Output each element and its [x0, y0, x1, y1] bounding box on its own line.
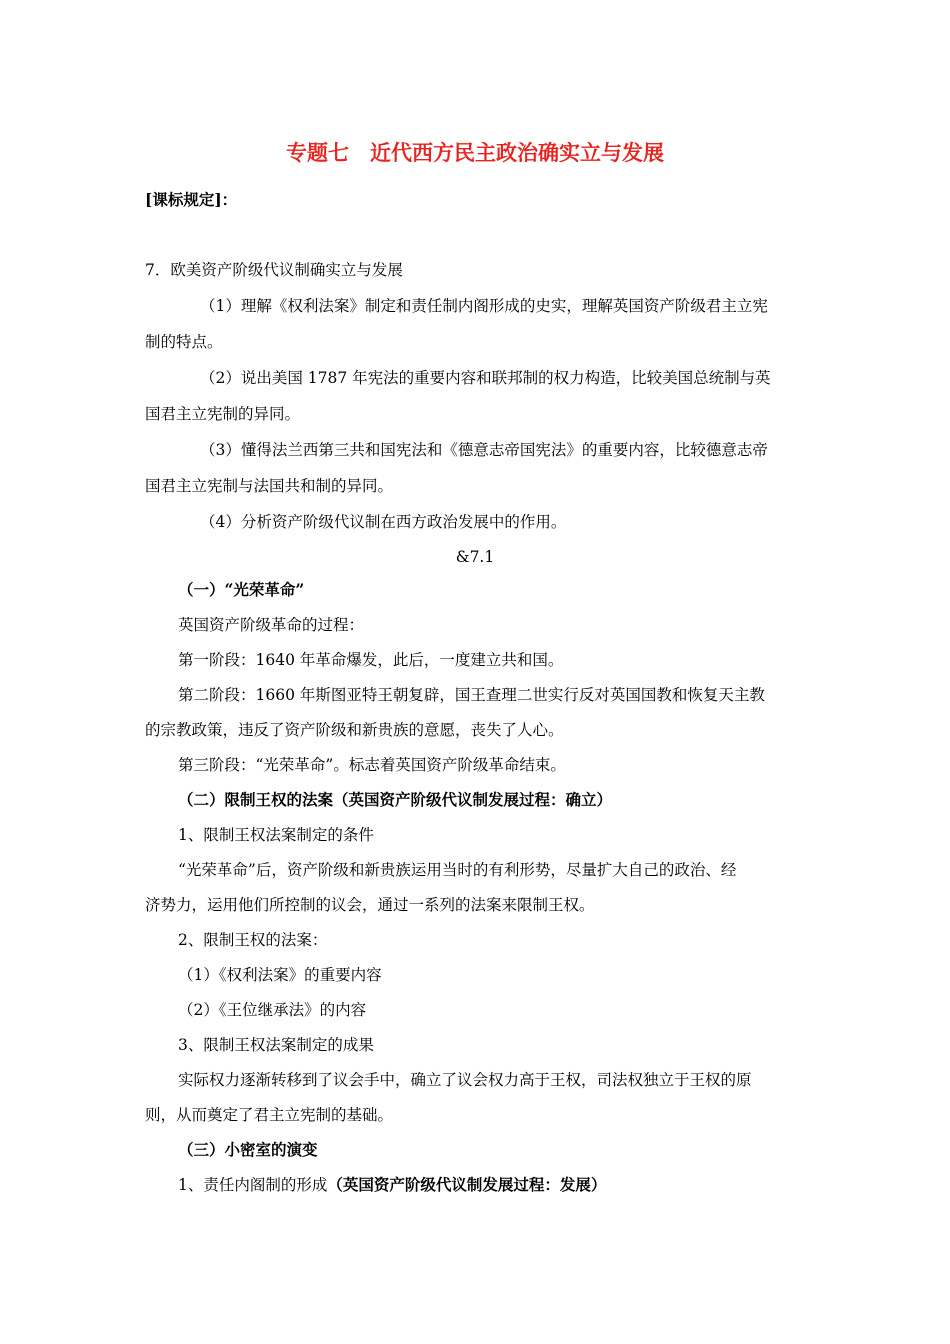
heading-cabinet-evolution: （三）小密室的演变 [178, 1140, 318, 1159]
subsection-2-3-line-2: 则，从而奠定了君主立宪制的基础。 [145, 1106, 394, 1124]
requirement-1-line-1: （1）理解《权利法案》制定和责任制内阁形成的史实，理解英国资产阶级君主立宪 [200, 297, 768, 315]
standard-header: [课标规定]： [145, 190, 238, 209]
subsection-2-1-line-2: 济势力，运用他们所控制的议会，通过一系列的法案来限制王权。 [145, 896, 595, 914]
standard-item: 7．欧美资产阶级代议制确实立与发展 [145, 261, 403, 279]
subsection-3-1-label: 1、责任内阁制的形成 [178, 1176, 328, 1194]
stage-2-line-2: 的宗教政策，违反了资产阶级和新贵族的意愿，丧失了人心。 [145, 721, 564, 739]
requirement-4: （4）分析资产阶级代议制在西方政治发展中的作用。 [200, 513, 567, 531]
subsection-2-2-item-2: （2）《王位继承法》的内容 [178, 1001, 367, 1019]
subsection-2-1-line-1: “光荣革命”后，资产阶级和新贵族运用当时的有利形势，尽量扩大自己的政治、经 [178, 861, 737, 879]
heading-limit-royal-power: （二）限制王权的法案（英国资产阶级代议制发展过程：确立） [178, 790, 613, 809]
stage-3-text: 第三阶段：“光荣革命”。标志着英国资产阶级革命结束。 [178, 756, 566, 774]
heading-glorious-revolution: （一）“光荣革命” [178, 580, 305, 599]
stage-1-text: 第一阶段：1640 年革命爆发，此后，一度建立共和国。 [178, 651, 564, 669]
subsection-3-1-note: （英国资产阶级代议制发展过程：发展） [327, 1175, 607, 1194]
subsection-2-3: 3、限制王权法案制定的成果 [178, 1036, 374, 1054]
document-title: 专题七 近代西方民主政治确实立与发展 [286, 141, 664, 165]
requirement-3-line-2: 国君主立宪制与法国共和制的异同。 [145, 477, 394, 495]
requirement-2-line-2: 国君主立宪制的异同。 [145, 405, 301, 423]
revolution-process-label: 英国资产阶级革命的过程： [178, 616, 365, 634]
subsection-2-2-item-1: （1）《权利法案》的重要内容 [178, 966, 382, 984]
subsection-3-1 [178, 1175, 606, 1195]
requirement-3-line-1: （3）懂得法兰西第三共和国宪法和《德意志帝国宪法》的重要内容，比较德意志帝 [200, 441, 768, 459]
section-code: &7.1 [455, 548, 495, 566]
subsection-2-2: 2、限制王权的法案： [178, 931, 328, 949]
subsection-2-1: 1、限制王权法案制定的条件 [178, 826, 374, 844]
stage-2-line-1: 第二阶段：1660 年斯图亚特王朝复辟，国王查理二世实行反对英国国教和恢复天主教 [178, 686, 765, 704]
requirement-1-line-2: 制的特点。 [145, 333, 223, 351]
requirement-2-line-1: （2）说出美国 1787 年宪法的重要内容和联邦制的权力构造，比较美国总统制与英 [200, 369, 771, 387]
subsection-2-3-line-1: 实际权力逐渐转移到了议会手中，确立了议会权力高于王权，司法权独立于王权的原 [178, 1071, 752, 1089]
